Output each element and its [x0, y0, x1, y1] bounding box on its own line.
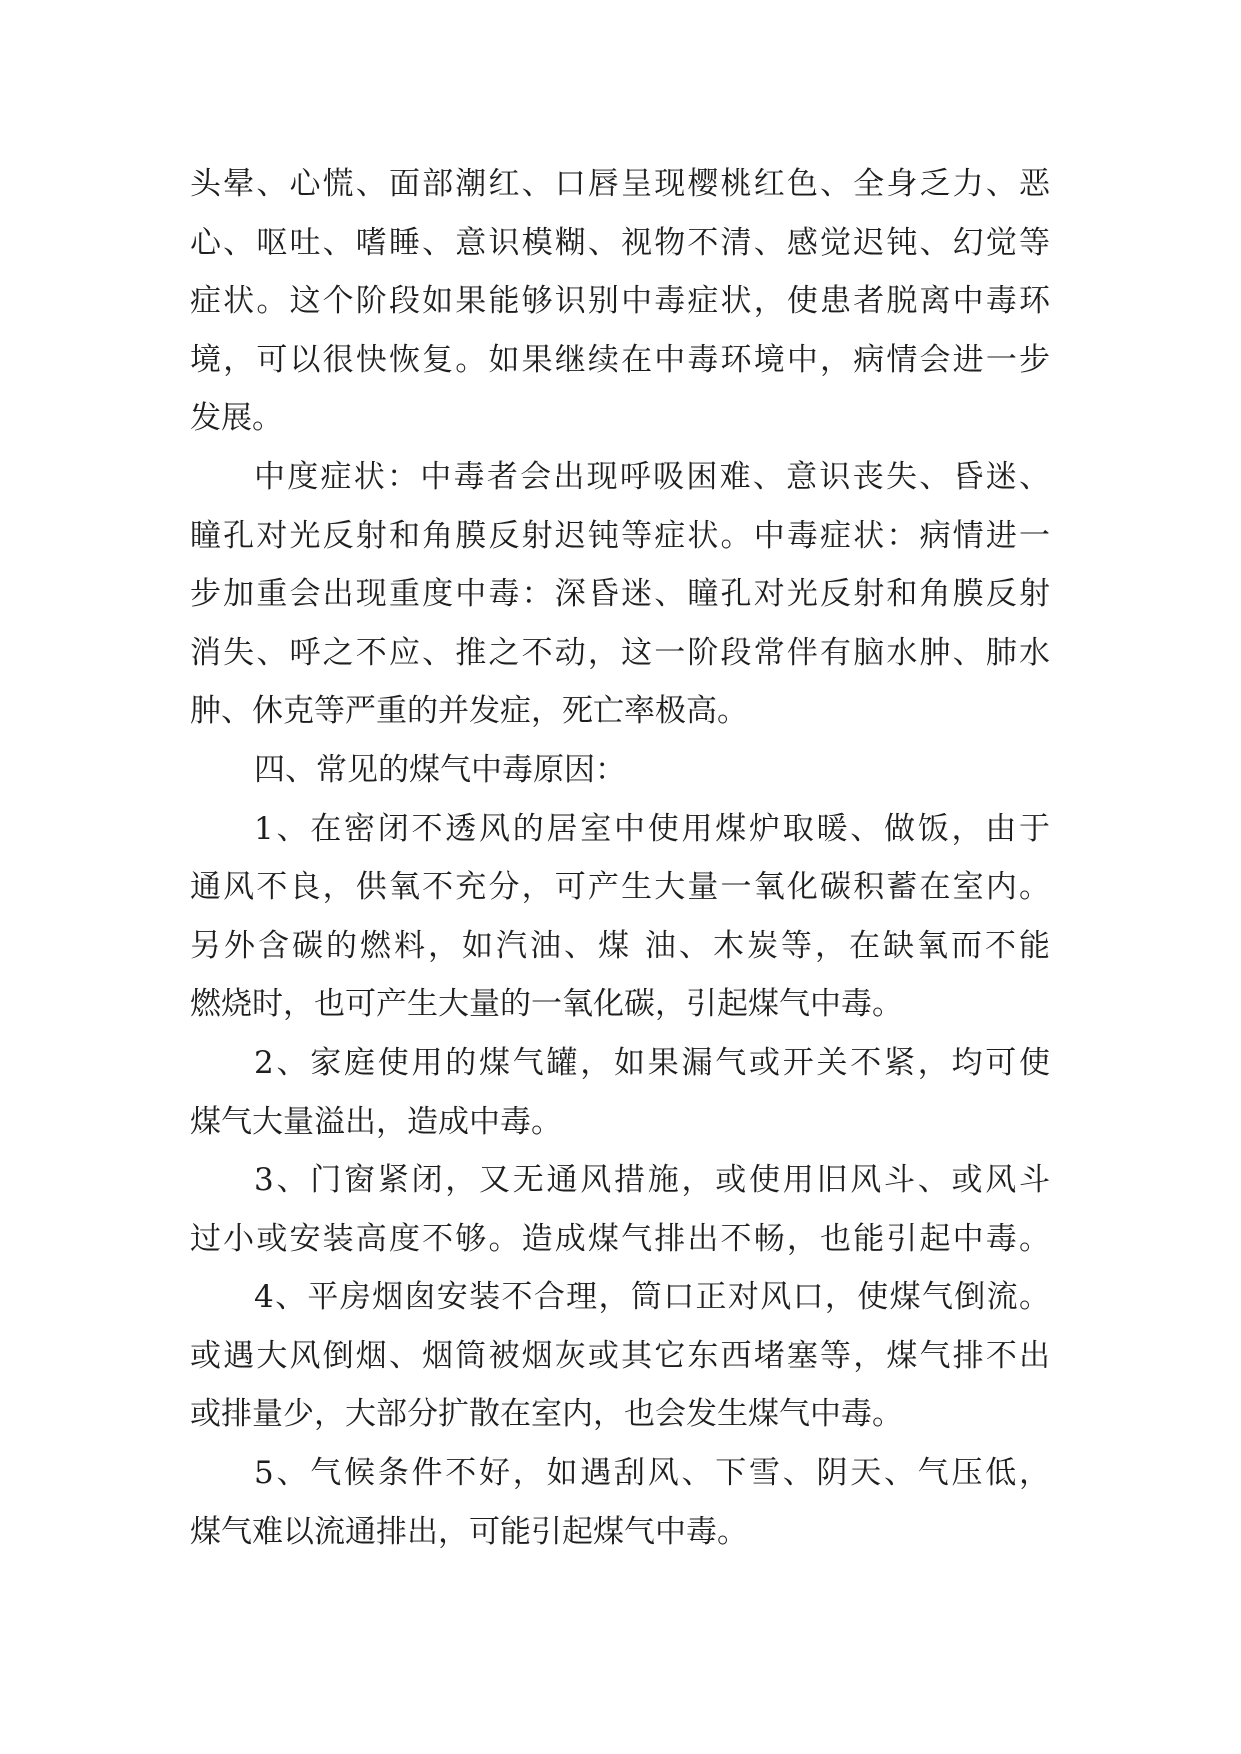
paragraph-cause-5 — [190, 1444, 1050, 1561]
paragraph-symptoms-mild-continued — [190, 155, 1050, 448]
text-line: 中度症状：中毒者会出现呼吸困难、意识丧失、昏迷、 — [254, 458, 1050, 495]
text-line: 煤气大量溢出，造成中毒。 — [190, 1103, 562, 1140]
text-line: 发展。 — [190, 400, 283, 437]
paragraph-cause-4 — [190, 1268, 1050, 1444]
text-line: 瞳孔对光反射和角膜反射迟钝等症状。中毒症状：病情进一 — [190, 517, 1050, 554]
text-line: 4、平房烟囱安装不合理，筒口正对风口，使煤气倒流。 — [254, 1279, 1050, 1316]
text-line: 头晕、心慌、面部潮红、口唇呈现樱桃红色、全身乏力、恶 — [190, 166, 1050, 202]
text-line: 过小或安装高度不够。造成煤气排出不畅，也能引起中毒。 — [190, 1220, 1050, 1257]
text-line: 通风不良，供氧不充分，可产生大量一氧化碳积蓄在室内。 — [190, 869, 1050, 906]
paragraph-cause-2 — [190, 1034, 1050, 1151]
text-line: 煤气难以流通排出，可能引起煤气中毒。 — [190, 1513, 748, 1550]
text-line: 燃烧时，也可产生大量的一氧化碳，引起煤气中毒。 — [190, 986, 903, 1023]
text-line: 3、门窗紧闭，又无通风措施，或使用旧风斗、或风斗 — [254, 1162, 1050, 1199]
document-body — [190, 155, 1050, 1561]
text-line: 5、气候条件不好，如遇刮风、下雪、阴天、气压低， — [254, 1455, 1050, 1492]
text-line: 或遇大风倒烟、烟筒被烟灰或其它东西堵塞等，煤气排不出 — [190, 1337, 1050, 1374]
text-line: 步加重会出现重度中毒：深昏迷、瞳孔对光反射和角膜反射 — [190, 576, 1050, 613]
text-line: 心、呕吐、嗜睡、意识模糊、视物不清、感觉迟钝、幻觉等 — [190, 224, 1050, 261]
paragraph-cause-3 — [190, 1151, 1050, 1268]
text-line: 消失、呼之不应、推之不动，这一阶段常伴有脑水肿、肺水 — [190, 634, 1050, 671]
paragraph-symptoms-moderate — [190, 448, 1050, 741]
paragraph-cause-1 — [190, 800, 1050, 1034]
text-line: 或排量少，大部分扩散在室内，也会发生煤气中毒。 — [190, 1396, 903, 1433]
text-line: 肿、休克等严重的并发症，死亡率极高。 — [190, 693, 748, 730]
text-line: 另外含碳的燃料，如汽油、煤 油、木炭等，在缺氧而不能 — [190, 927, 1050, 964]
text-line: 境，可以很快恢复。如果继续在中毒环境中，病情会进一步 — [190, 341, 1050, 378]
section-heading: 四、常见的煤气中毒原因： — [254, 751, 626, 788]
text-line: 1、在密闭不透风的居室中使用煤炉取暖、做饭，由于 — [254, 810, 1050, 847]
section-heading-causes — [190, 741, 1050, 800]
text-line: 症状。这个阶段如果能够识别中毒症状，使患者脱离中毒环 — [190, 283, 1050, 320]
text-line: 2、家庭使用的煤气罐，如果漏气或开关不紧，均可使 — [254, 1044, 1050, 1081]
